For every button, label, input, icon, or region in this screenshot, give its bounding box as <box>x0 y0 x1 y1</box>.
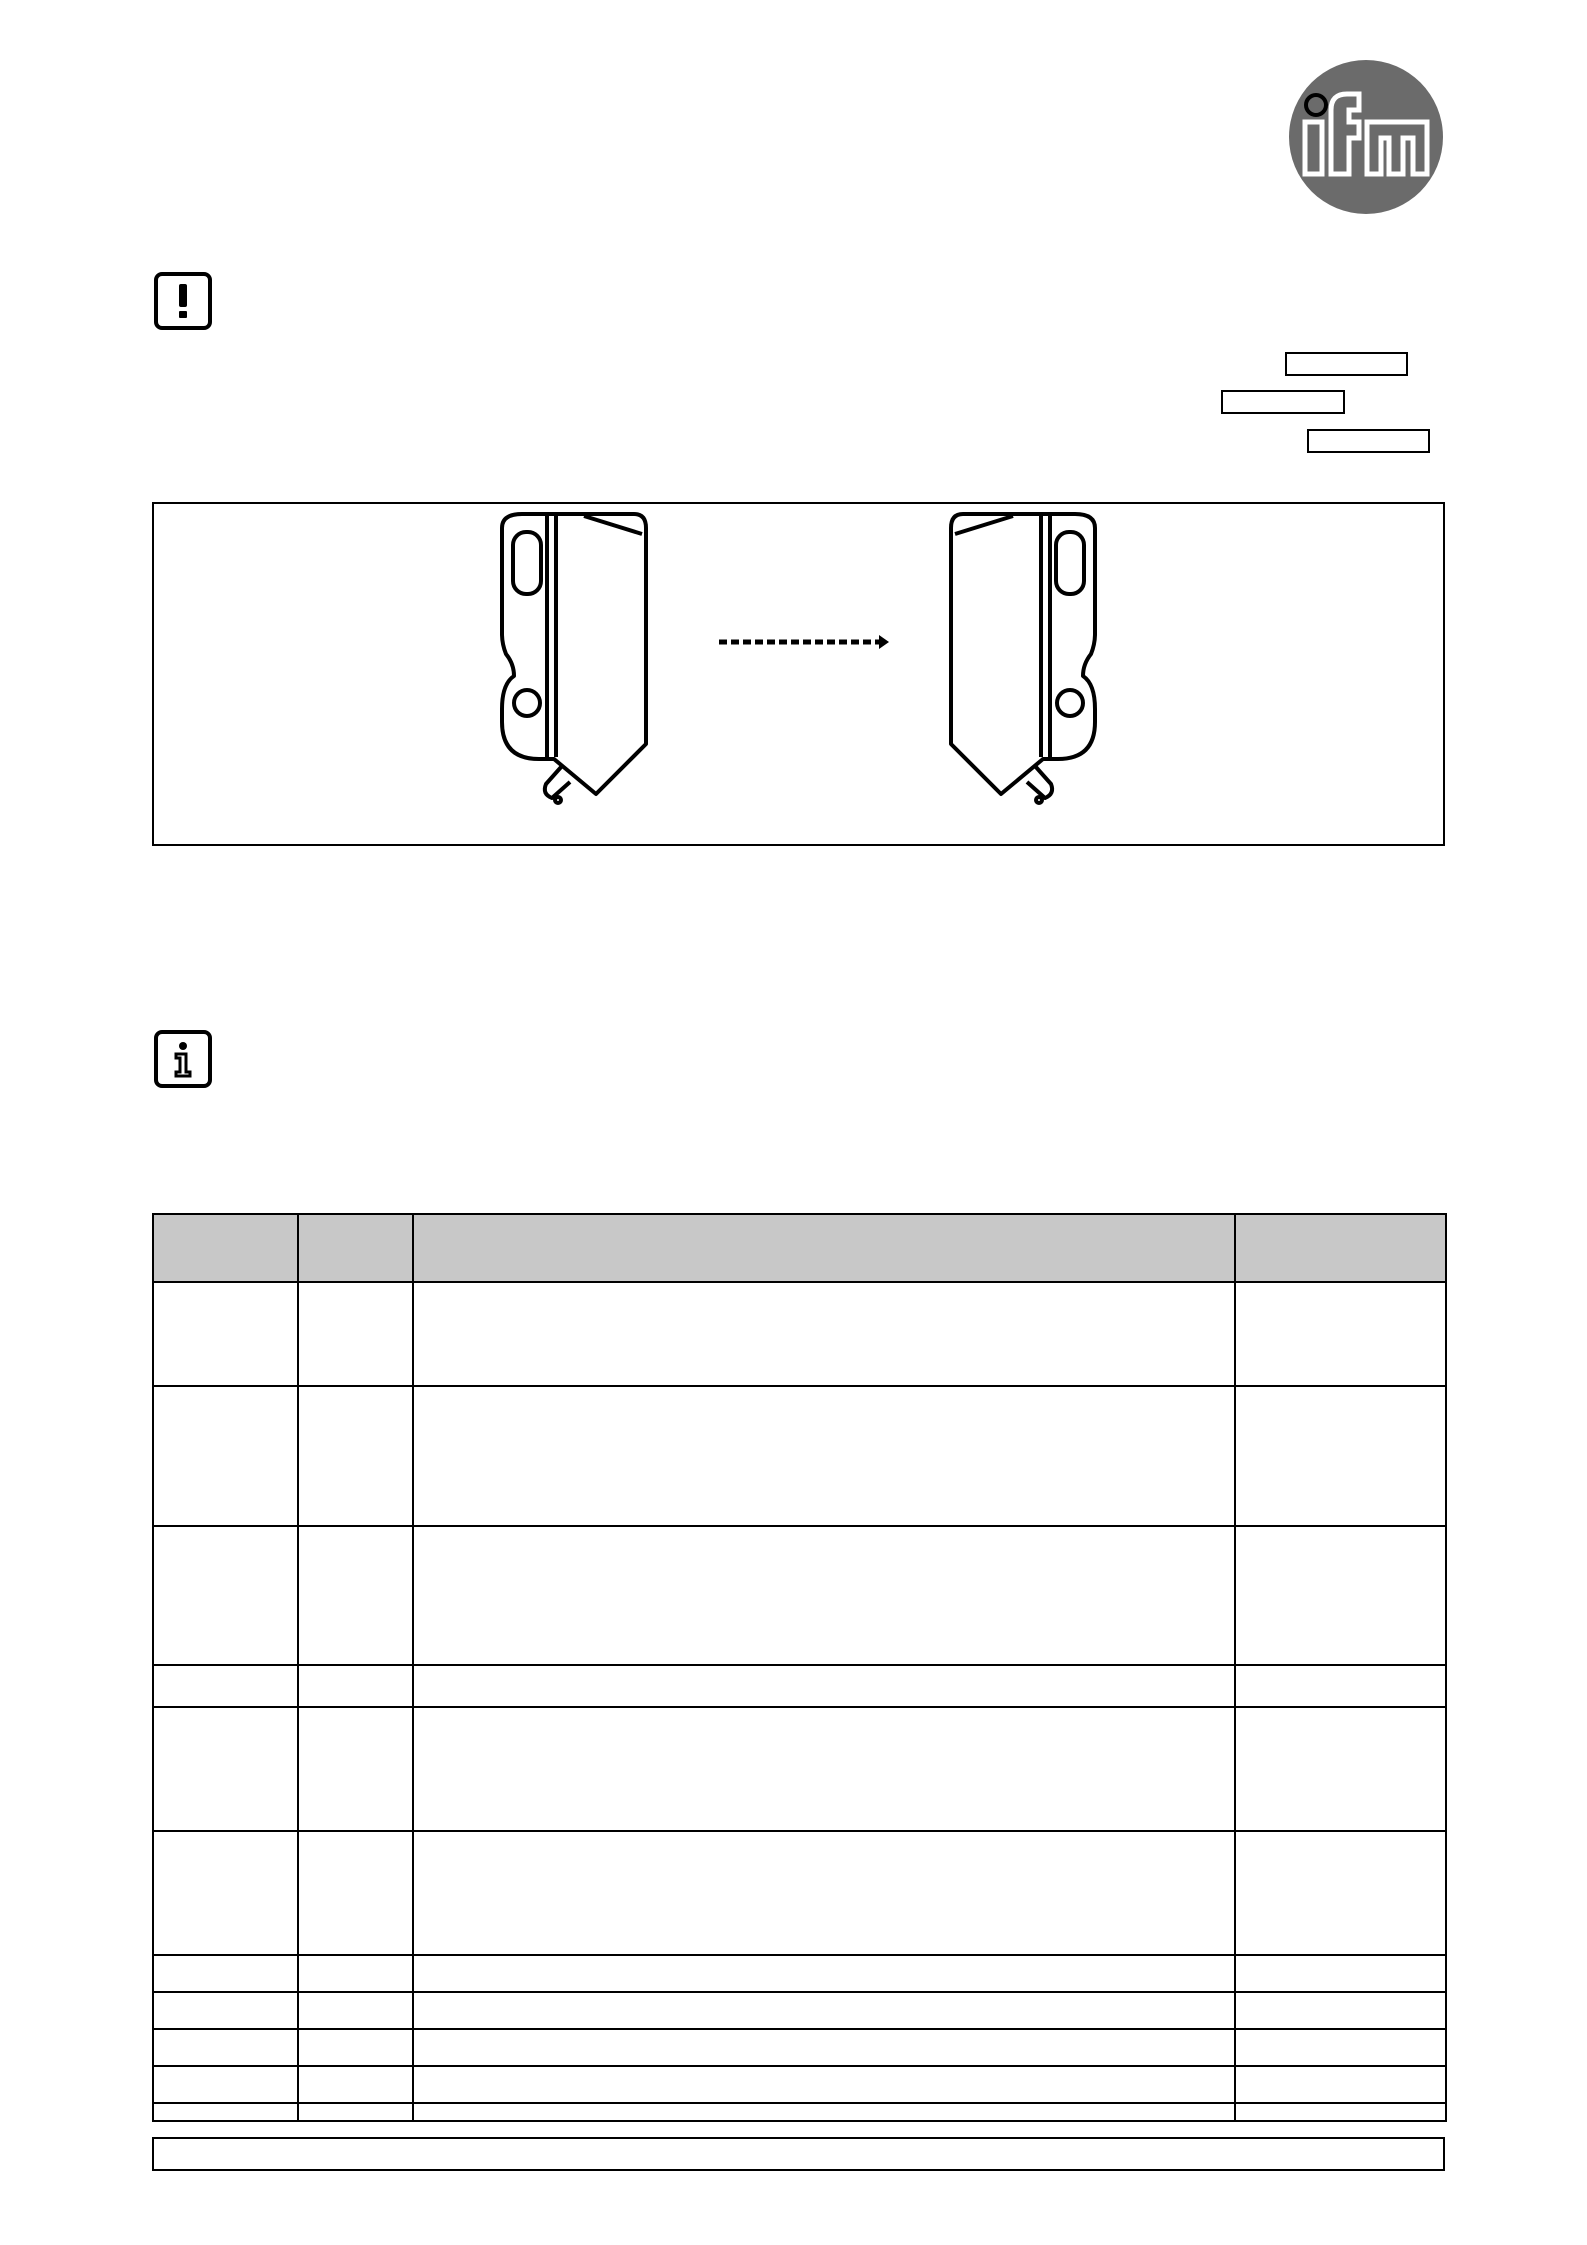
table-cell <box>1235 2029 1446 2066</box>
table-cell <box>1235 1526 1446 1665</box>
dashed-arrow-right-icon <box>719 635 889 649</box>
table-cell <box>1235 1831 1446 1955</box>
table-cell <box>298 1707 413 1831</box>
header-cell-3 <box>413 1214 1235 1282</box>
table-row <box>153 1526 1446 1665</box>
table-row <box>153 2103 1446 2121</box>
table-cell <box>413 1831 1235 1955</box>
table-cell <box>298 1831 413 1955</box>
table-cell <box>413 2029 1235 2066</box>
table-cell <box>153 1707 298 1831</box>
table-cell <box>413 1282 1235 1386</box>
table-cell <box>298 1386 413 1526</box>
table-cell <box>298 2103 413 2121</box>
ifm-logo-icon <box>1287 58 1445 216</box>
table-cell <box>153 2029 298 2066</box>
table-cell <box>1235 1282 1446 1386</box>
table-row <box>153 2066 1446 2103</box>
table-cell <box>153 1992 298 2029</box>
exclamation-icon <box>158 276 208 326</box>
sensor-left-icon <box>502 514 646 803</box>
table-cell <box>153 2066 298 2103</box>
table-cell <box>298 2066 413 2103</box>
table-row <box>153 1665 1446 1707</box>
table-cell <box>413 1707 1235 1831</box>
table-row <box>153 1282 1446 1386</box>
header-cell-1 <box>153 1214 298 1282</box>
table-cell <box>298 1665 413 1707</box>
table-header-row <box>153 1214 1446 1282</box>
table-cell <box>1235 2066 1446 2103</box>
table-cell <box>298 1526 413 1665</box>
footer-box <box>152 2137 1445 2171</box>
table-row <box>153 1992 1446 2029</box>
table-cell <box>153 2103 298 2121</box>
table-row <box>153 1955 1446 1992</box>
table-cell <box>298 1992 413 2029</box>
info-icon <box>158 1034 208 1084</box>
reference-box-3[interactable] <box>1307 429 1430 453</box>
table-cell <box>413 2066 1235 2103</box>
table-cell <box>153 1526 298 1665</box>
warning-notice-icon <box>154 272 212 330</box>
table-cell <box>298 1955 413 1992</box>
table-cell <box>298 1282 413 1386</box>
table-cell <box>1235 1955 1446 1992</box>
table-cell <box>153 1831 298 1955</box>
table-cell <box>413 1992 1235 2029</box>
table-row <box>153 1386 1446 1526</box>
info-notice-icon <box>154 1030 212 1088</box>
table-cell <box>153 1955 298 1992</box>
table-cell <box>413 1665 1235 1707</box>
header-cell-4 <box>1235 1214 1446 1282</box>
table-row <box>153 1707 1446 1831</box>
table-row <box>153 1831 1446 1955</box>
orientation-figure <box>152 502 1445 846</box>
brand-logo <box>1287 58 1445 216</box>
table-cell <box>153 1665 298 1707</box>
table-cell <box>1235 1707 1446 1831</box>
table-cell <box>1235 1992 1446 2029</box>
table-cell <box>413 2103 1235 2121</box>
table-cell <box>1235 1386 1446 1526</box>
table-cell <box>1235 1665 1446 1707</box>
table-cell <box>413 1386 1235 1526</box>
reference-box-2[interactable] <box>1221 390 1345 414</box>
table-cell <box>298 2029 413 2066</box>
specification-table <box>152 1213 1447 2122</box>
sensor-diagram <box>154 504 1443 844</box>
table-cell <box>153 1386 298 1526</box>
table-cell <box>413 1955 1235 1992</box>
header-cell-2 <box>298 1214 413 1282</box>
table-cell <box>153 1282 298 1386</box>
table-cell <box>413 1526 1235 1665</box>
reference-box-1[interactable] <box>1285 352 1408 376</box>
sensor-right-icon <box>951 514 1095 803</box>
table-row <box>153 2029 1446 2066</box>
table-cell <box>1235 2103 1446 2121</box>
